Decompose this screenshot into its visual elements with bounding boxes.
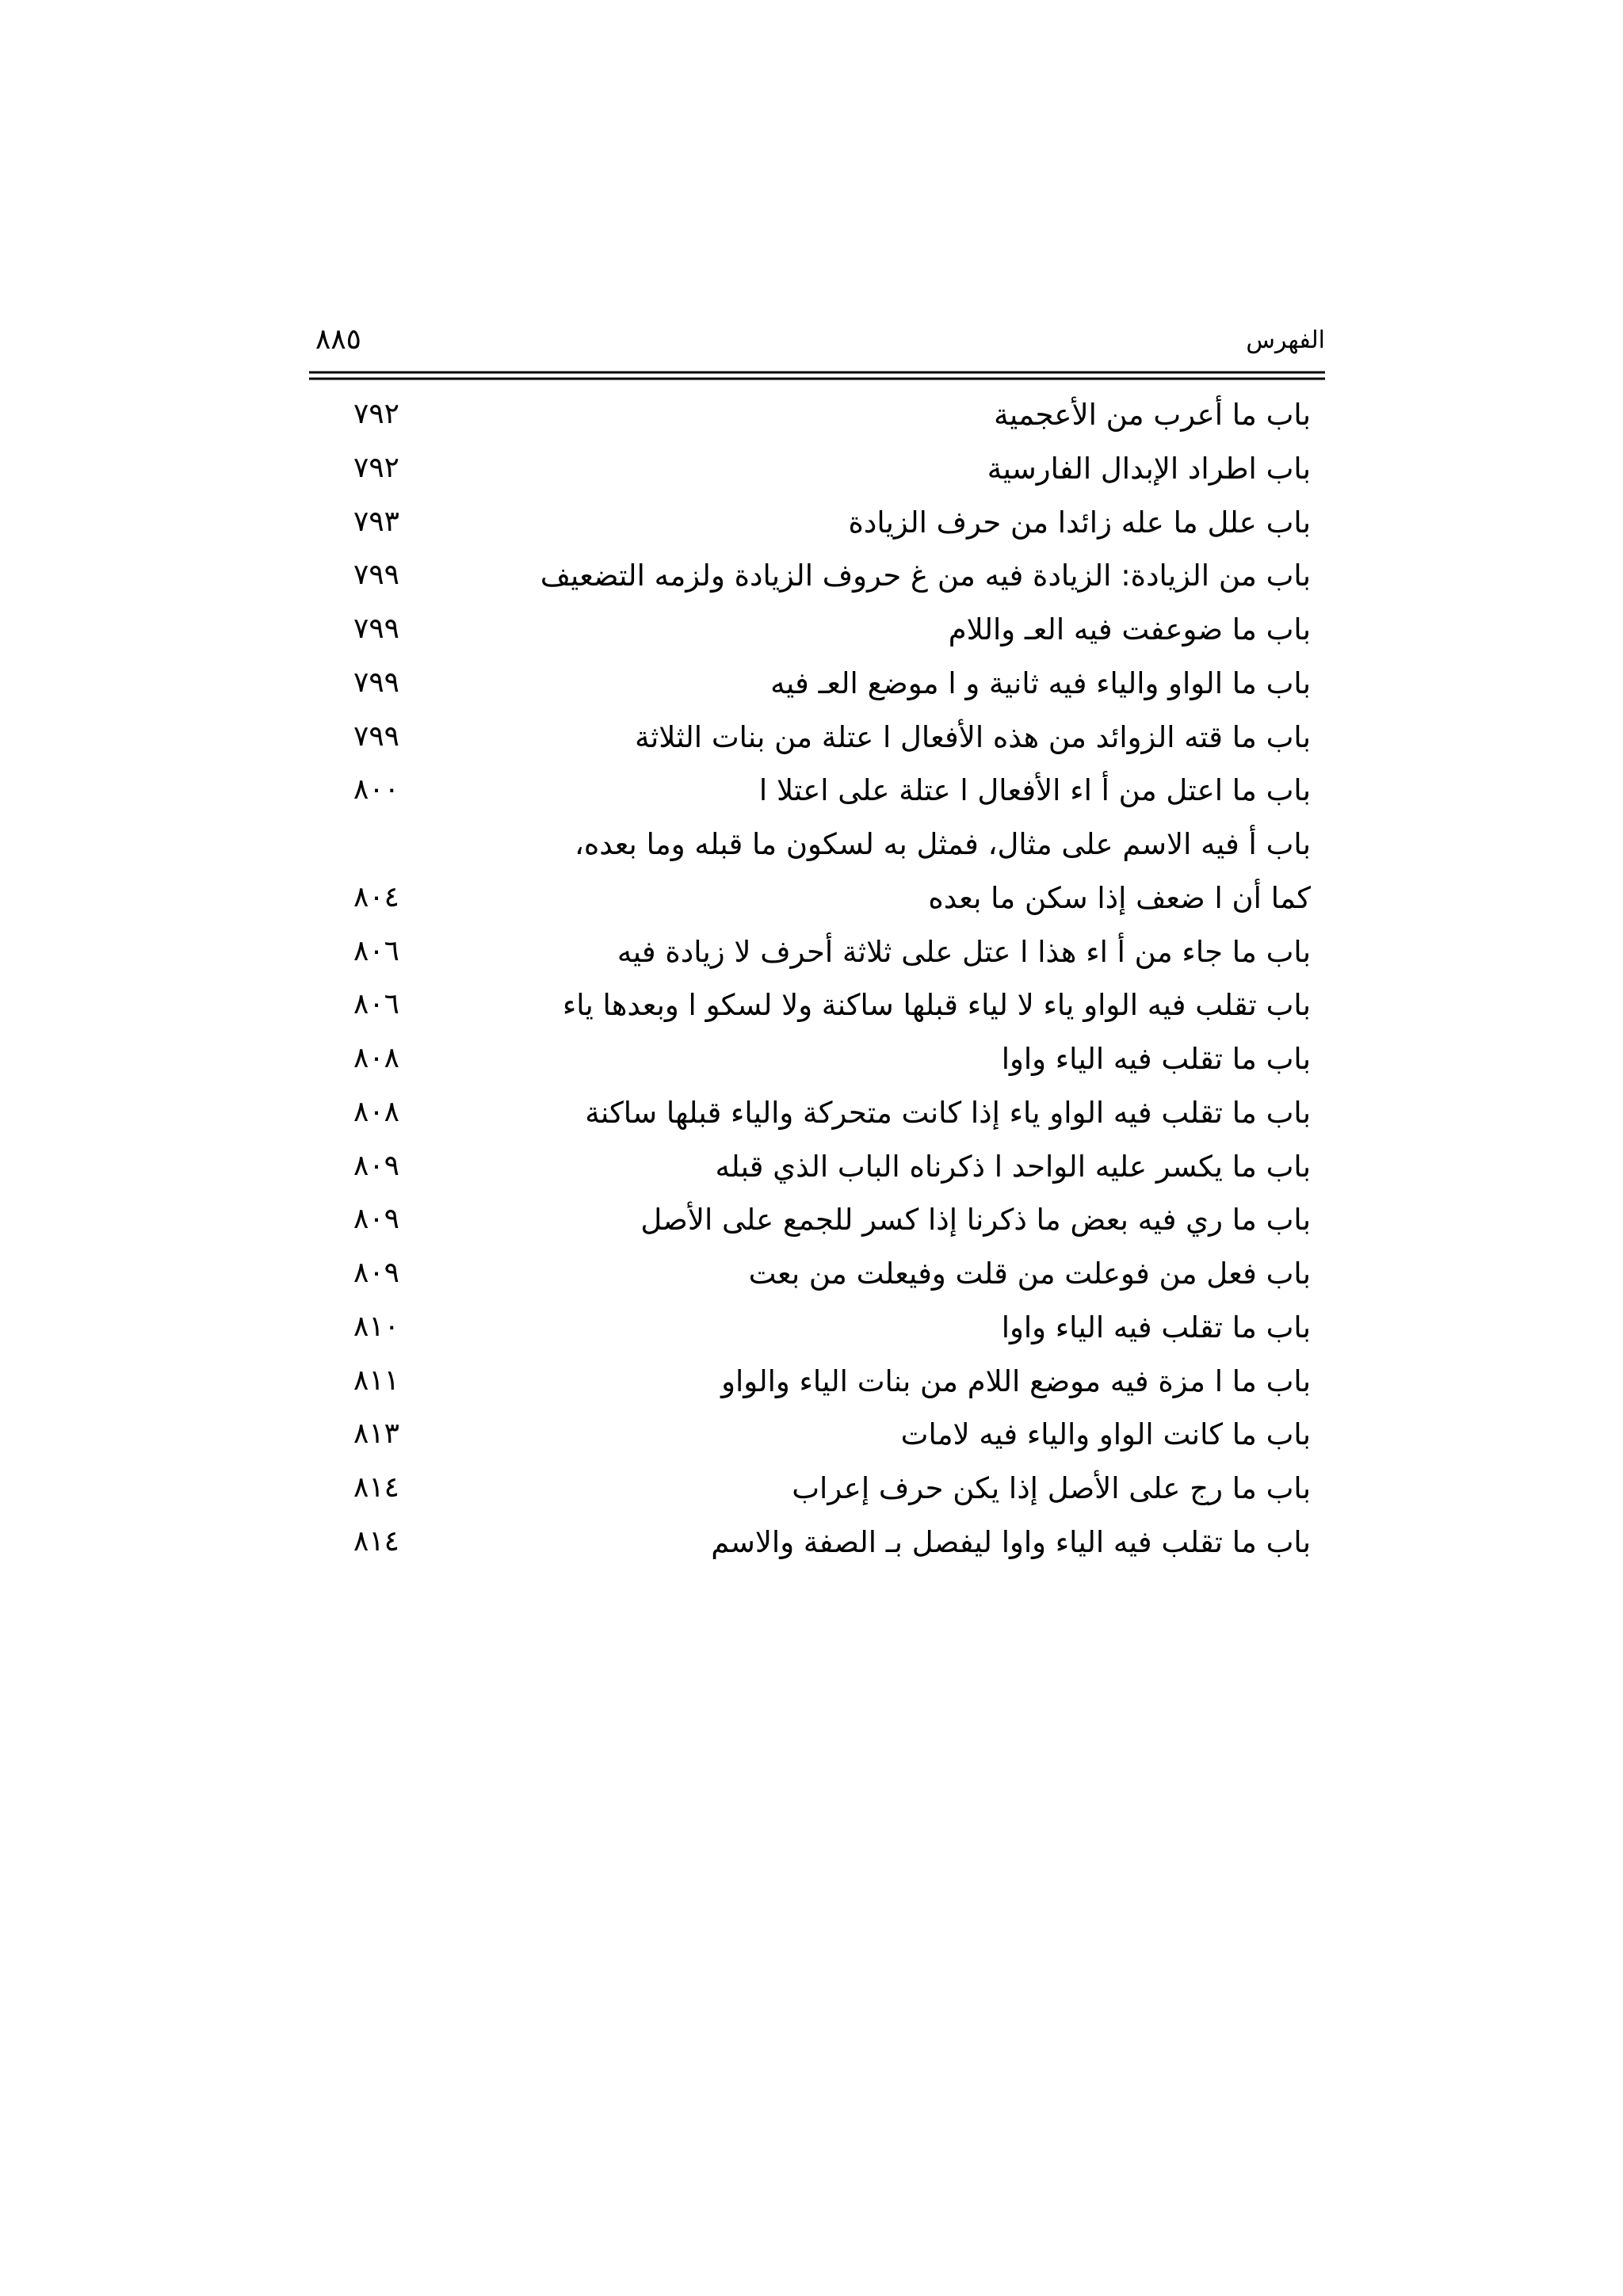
- toc-entry-title: كما أن ا ضعف إذا سكن ما بعده: [928, 880, 1311, 915]
- toc-entry: [309, 714, 1325, 768]
- toc-entry-title: باب اطراد الإبدال الفارسية: [987, 451, 1311, 486]
- toc-entry-page-number: ٨٠٩: [353, 1257, 399, 1289]
- toc-entry-page-number: ٨٠٦: [353, 934, 399, 967]
- toc-entry: [309, 1089, 1325, 1143]
- toc-entry-page-number: ٧٩٢: [353, 398, 399, 430]
- toc-entry-title: باب ما تقلب فيه الياء واوا ليفصل بـ الصفة والاسم: [711, 1524, 1311, 1559]
- toc-entry-title: باب علل ما عله زائدا من حرف الزيادة: [848, 505, 1311, 540]
- toc-entry-title: باب أ فيه الاسم على مثال، فمثل به لسكون ما قبله وما بعده،: [574, 827, 1311, 861]
- double-rule-graphic: [309, 371, 1325, 382]
- toc-entry: [309, 1035, 1325, 1089]
- toc-entry: [309, 1304, 1325, 1358]
- toc-entry-page-number: ٨١٤: [353, 1524, 399, 1558]
- toc-entry: [309, 929, 1325, 982]
- toc-entry-page-number: ٨٠٠: [353, 773, 399, 807]
- toc-entry-title: باب تقلب فيه الواو ياء لا لياء قبلها ساكنة ولا لسكو ا وبعدها ياء: [562, 988, 1311, 1023]
- toc-entry-title: باب ما أعرب من الأعجمية: [994, 398, 1311, 432]
- toc-entry-page-number: ٨٠٨: [353, 1042, 399, 1074]
- toc-entry-page-number: ٧٩٩: [353, 719, 399, 753]
- toc-entry-title: باب ما كانت الواو والياء فيه لامات: [900, 1417, 1311, 1452]
- toc-entry-title: باب ما اعتل من أ اء الأفعال ا عتلة على اعتلا ا: [758, 773, 1311, 808]
- toc-entry-page-number: ٨١٣: [353, 1417, 399, 1451]
- toc-entry-title: باب ما يكسر عليه الواحد ا ذكرناه الباب الذي قبله: [715, 1149, 1311, 1184]
- toc-entry-page-number: ٨٠٤: [353, 880, 399, 913]
- toc-entry-title: باب ما ا مزة فيه موضع اللام من بنات الياء والواو: [721, 1363, 1311, 1398]
- header-double-rule: [309, 371, 1325, 382]
- toc-entry-page-number: ٧٩٣: [353, 505, 399, 538]
- toc-entry: [309, 1143, 1325, 1197]
- toc-entry: [309, 821, 1325, 875]
- toc-entry-title: باب ما تقلب فيه الواو ياء إذا كانت متحركة والياء قبلها ساكنة: [585, 1095, 1311, 1130]
- toc-entry-page-number: ٨١١: [353, 1363, 399, 1397]
- toc-entry-title: باب ما تقلب فيه الياء واوا: [1001, 1310, 1311, 1344]
- toc-entry-page-number: ٨٠٨: [353, 1095, 399, 1128]
- toc-entry: [309, 1196, 1325, 1250]
- toc-entry-title: باب من الزيادة: الزيادة فيه من غ حروف الزيادة ولزمه التضعيف: [540, 559, 1311, 593]
- toc-entry-title: باب ما ضوعفت فيه العـ واللام: [948, 612, 1311, 646]
- page-header: [309, 317, 1325, 372]
- toc-entry-page-number: ٧٩٩: [353, 612, 399, 645]
- toc-entry-title: باب ما قته الزوائد من هذه الأفعال ا عتلة من بنات الثلاثة: [635, 719, 1311, 754]
- toc-entry: [309, 875, 1325, 929]
- toc-entry-page-number: ٨٠٩: [353, 1149, 399, 1182]
- toc-entry: [309, 1250, 1325, 1304]
- toc-entry: [309, 767, 1325, 821]
- toc-entry-title: باب فعل من فوعلت من قلت وفيعلت من بعت: [748, 1257, 1311, 1291]
- toc-entry-title: باب ما رج على الأصل إذا يكن حرف إعراب: [792, 1471, 1311, 1505]
- toc-entry: [309, 1358, 1325, 1412]
- toc-entry-page-number: ٧٩٢: [353, 451, 399, 484]
- toc-entry-page-number: ٨١٠: [353, 1310, 399, 1343]
- toc-entry-page-number: ٧٩٩: [353, 666, 399, 699]
- toc-entry-title: باب ما الواو والياء فيه ثانية و ا موضع العـ فيه: [770, 666, 1311, 700]
- header-page-number: ٨٨٥: [315, 323, 362, 356]
- toc-entry-page-number: ٨٠٦: [353, 988, 399, 1021]
- toc-entry: [309, 445, 1325, 499]
- toc-entry-title: باب ما جاء من أ اء هذا ا عتل على ثلاثة أحرف لا زيادة فيه: [617, 934, 1311, 969]
- toc-entry: [309, 499, 1325, 553]
- toc-entry: [309, 1519, 1325, 1573]
- header-title: الفهرس: [1246, 326, 1325, 354]
- toc-entry: [309, 552, 1325, 606]
- toc-entry: [309, 1411, 1325, 1465]
- toc-entry: [309, 1465, 1325, 1519]
- toc-entry: [309, 606, 1325, 660]
- toc-entry: [309, 982, 1325, 1035]
- toc-entry-title: باب ما تقلب فيه الياء واوا: [1001, 1042, 1311, 1076]
- toc-entry-title: باب ما ري فيه بعض ما ذكرنا إذا كسر للجمع على الأصل: [640, 1203, 1311, 1238]
- toc-entry-page-number: ٨٠٩: [353, 1203, 399, 1236]
- toc-entry-page-number: ٨١٤: [353, 1471, 399, 1504]
- toc-entry: [309, 391, 1325, 445]
- toc-entry: [309, 660, 1325, 714]
- toc-entry-page-number: ٧٩٩: [353, 559, 399, 592]
- table-of-contents: [309, 391, 1325, 1573]
